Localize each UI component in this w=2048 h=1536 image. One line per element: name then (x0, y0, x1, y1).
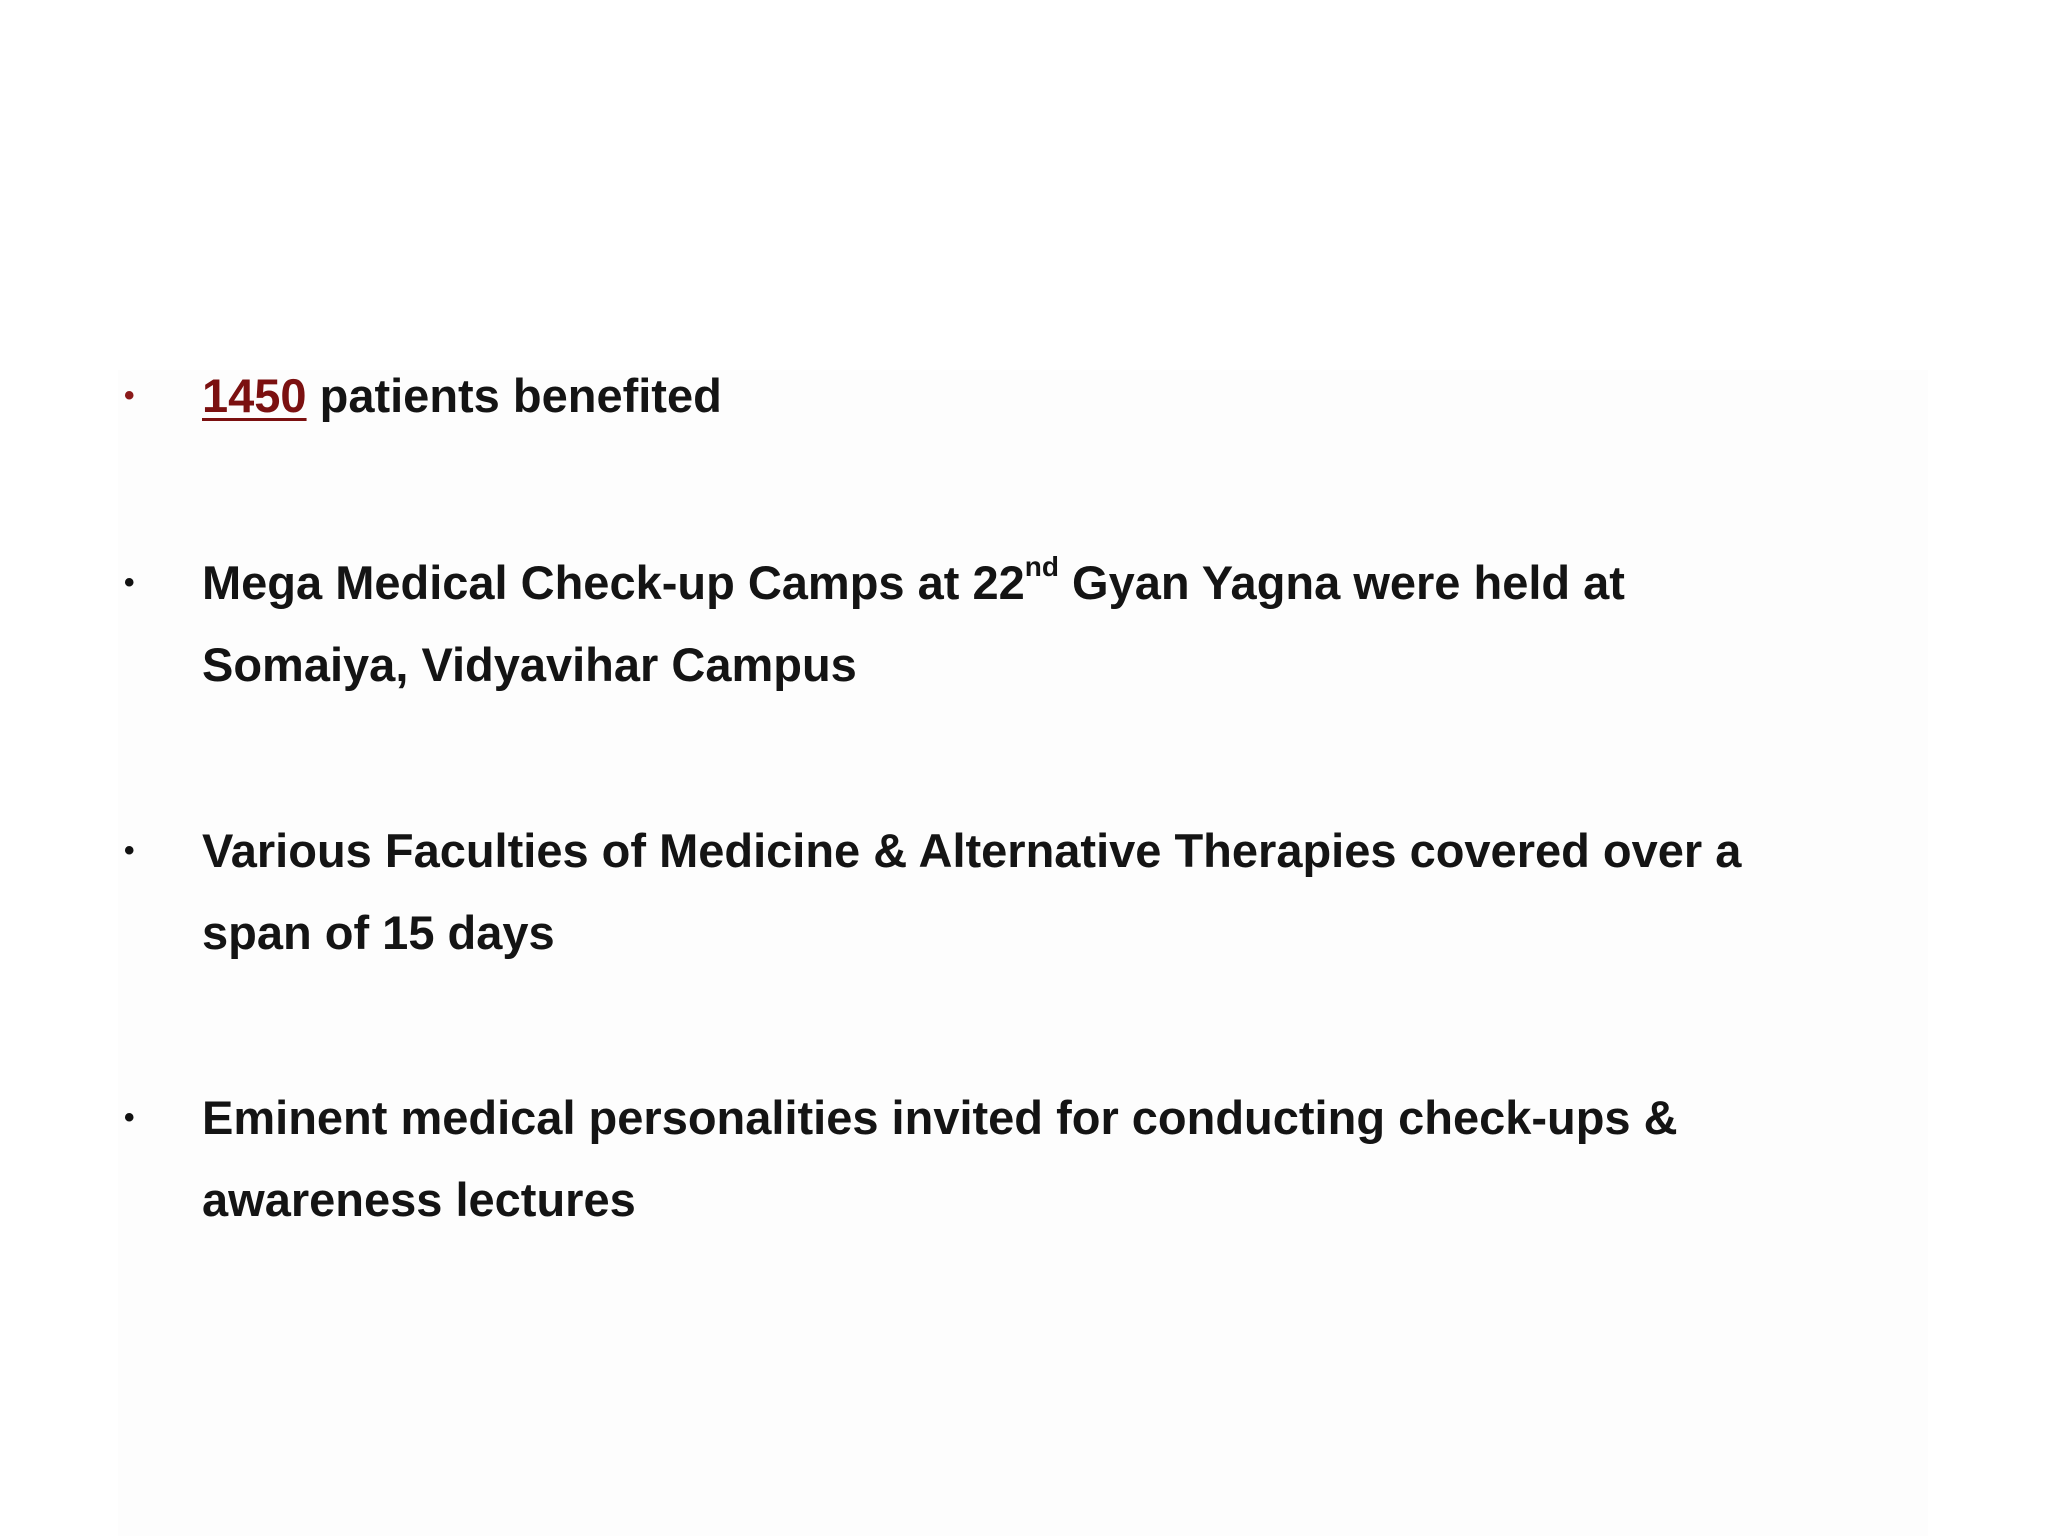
patients-label: patients benefited (319, 369, 722, 422)
bullet-text (202, 355, 1842, 437)
bullet-icon: • (124, 379, 135, 412)
patients-count: 1450 (202, 369, 307, 422)
bullet-text: Various Faculties of Medicine & Alternative Therapies covered over a span of 15 days (202, 824, 1742, 959)
bullet-text: Eminent medical personalities invited for conducting check-ups & awareness lectures (202, 1091, 1678, 1226)
bullet-text (202, 542, 1842, 706)
camps-text-end: Gyan Yagna were held at Somaiya, Vidyavihar Campus (202, 556, 1625, 691)
bullet-icon: • (124, 1101, 135, 1134)
bullet-icon: • (124, 834, 135, 867)
camps-text-start: Mega Medical Check-up Camps at 22 (202, 556, 1025, 609)
ordinal-suffix: nd (1024, 551, 1059, 583)
bullet-icon: • (124, 566, 135, 599)
